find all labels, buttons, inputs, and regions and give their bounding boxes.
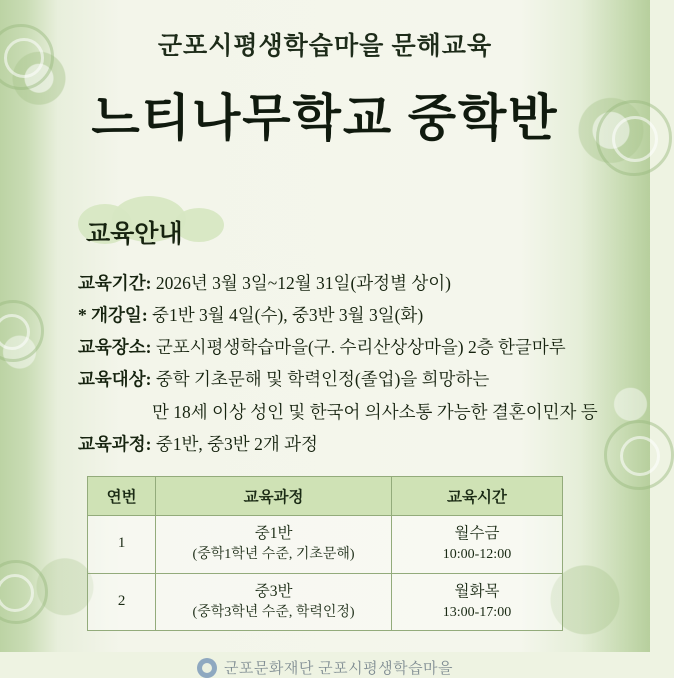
course-detail: (중학1학년 수준, 기초문해): [192, 547, 355, 563]
section-header: [34, 212, 616, 256]
course-name: 중1반: [254, 524, 293, 542]
info-line: [78, 399, 616, 426]
info-text: 만 18세 이상 성인 및 한국어 의사소통 가능한 결혼이민자 등: [152, 401, 598, 422]
time-hours: 13:00-17:00: [442, 604, 512, 620]
time-days: 월수금: [454, 524, 500, 542]
info-line: [78, 270, 616, 297]
cell-time: [391, 515, 562, 573]
info-text: 중학 기초문해 및 학력인정(졸업)을 희망하는: [151, 369, 490, 390]
course-name: 중3반: [254, 582, 293, 600]
cell-number: 2: [88, 573, 156, 631]
info-line: [78, 334, 616, 361]
footer-logo: [34, 657, 616, 678]
poster-subtitle: 군포시평생학습마을 문해교육: [157, 33, 493, 60]
table-row: [88, 515, 563, 573]
cell-time: [391, 573, 562, 631]
info-label: 교육장소:: [78, 337, 152, 358]
column-header-number: 연번: [88, 476, 156, 515]
table-row: [88, 573, 563, 631]
info-list: [34, 270, 616, 458]
course-table: [87, 476, 563, 632]
column-header-course: 교육과정: [156, 476, 392, 515]
course-detail: (중학3학년 수준, 학력인정): [192, 604, 355, 620]
info-label: 교육기간:: [78, 273, 152, 293]
info-line: [78, 431, 616, 458]
info-text: 중1반 3월 4일(수), 중3반 3월 3일(화): [147, 305, 424, 326]
cell-number: 1: [88, 515, 156, 573]
info-line: [78, 366, 616, 393]
cell-course: [156, 573, 392, 631]
info-label: 교육과정:: [78, 433, 152, 454]
info-text: 2026년 3월 3일~12월 31일(과정별 상이): [151, 273, 452, 293]
info-label: 교육대상:: [78, 369, 152, 390]
info-label: * 개강일:: [78, 305, 148, 326]
info-line: [78, 302, 616, 329]
time-hours: 10:00-12:00: [442, 547, 512, 563]
circular-emblem-icon: [197, 658, 217, 678]
column-header-time: 교육시간: [391, 476, 562, 515]
time-days: 월화목: [454, 582, 500, 600]
section-title: 교육안내: [86, 221, 183, 248]
poster-title: 느티나무학교 중학반: [91, 90, 559, 146]
info-text: 군포시평생학습마을(구. 수리산상상마을) 2층 한글마루: [151, 337, 566, 358]
table-header-row: [88, 476, 563, 515]
footer-text: 군포문화재단 군포시평생학습마을: [223, 661, 454, 678]
cell-course: [156, 515, 392, 573]
info-text: 중1반, 중3반 2개 과정: [151, 433, 318, 454]
